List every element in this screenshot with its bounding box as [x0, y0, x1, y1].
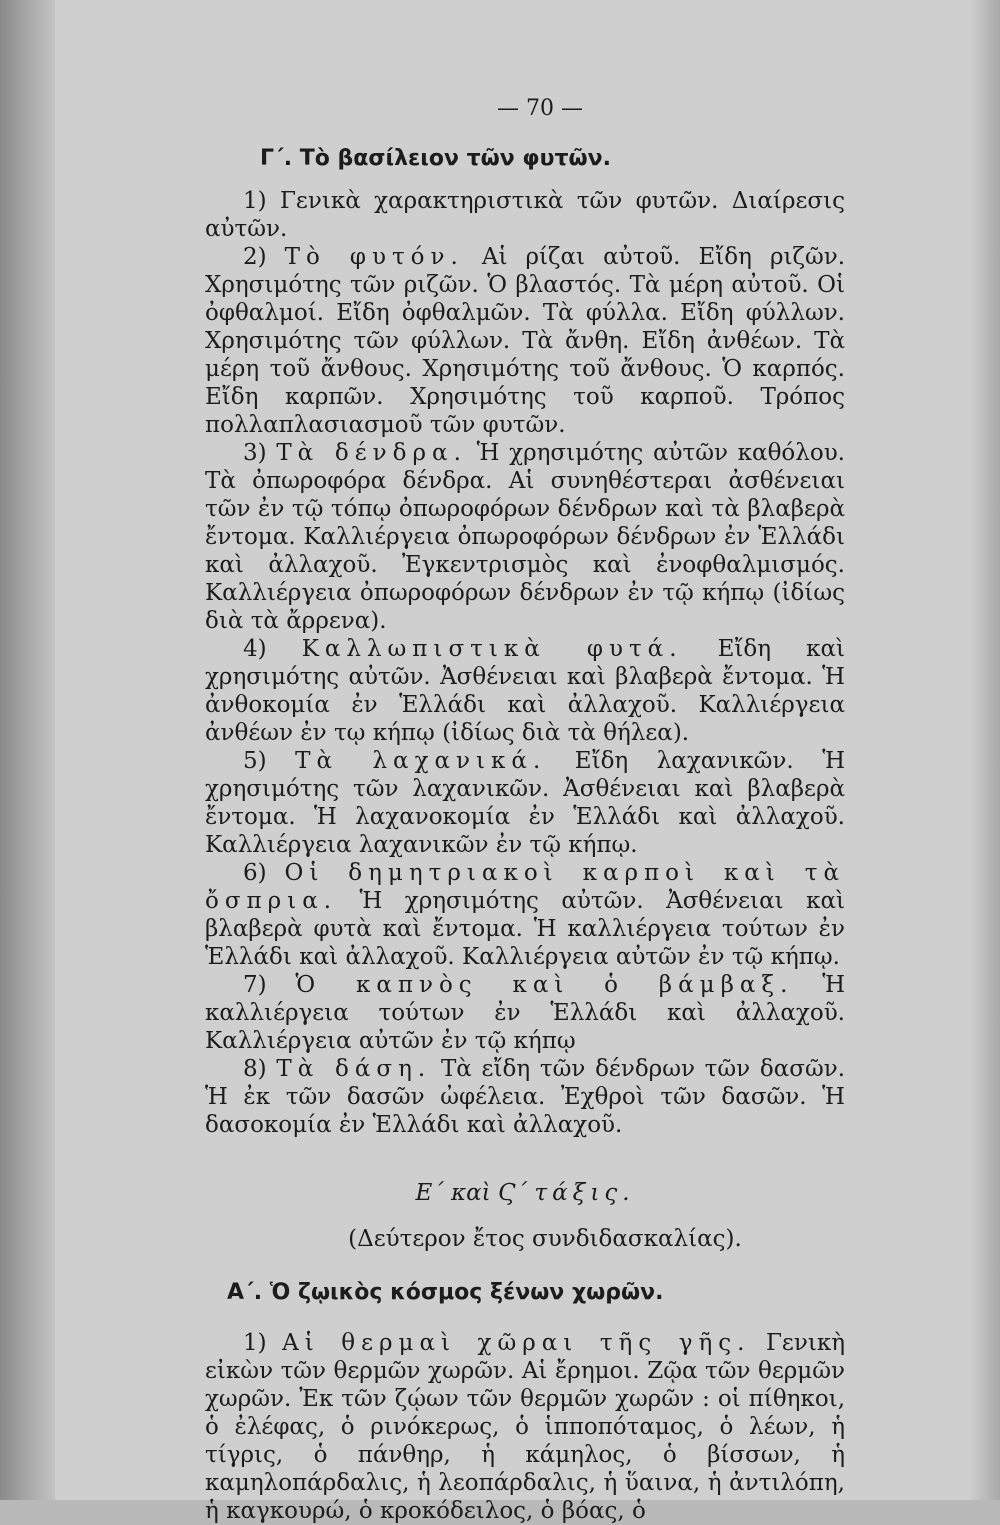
item-number: 2): [243, 244, 267, 270]
item-text: Ἡ χρησιμότης αὐτῶν καθόλου. Τὰ ὀπωροφόρα δένδρα. Αἱ συνηθέστεραι ἀσθένειαι τῶν ἐν τῷ τόπῳ ὀπωροφόρων δένδρων καὶ τὰ βλαβερὰ ἔντομα. Καλλιέργεια ὀπωροφόρων δένδρων ἐν Ἑλλάδι καὶ ἀλλαχοῦ. Ἐγκεντρισμὸς καὶ ἐνοφθαλμισμός. Καλλιέργεια ὀπωροφόρων δένδρων ἐν τῷ κήπῳ (ἰδίως διὰ τὰ ἄρρενα).: [205, 440, 845, 634]
item-text: Γενικὴ εἰκὼν τῶν θερμῶν χωρῶν. Αἱ ἔρημοι. Ζῷα τῶν θερμῶν χωρῶν. Ἐκ τῶν ζῴων τῶν θερμῶν χωρῶν : οἱ πίθηκοι, ὁ ἐλέφας, ὁ ρινόκερως, ὁ ἱπποπόταμος, ὁ λέων, ἡ τίγρις, ὁ πάνθηρ, ἡ κάμηλος, ὁ βίσσων, ἡ καμηλοπάρδαλις, ἡ λεοπάρδαλις, ἡ ὕαινα, ἡ ἀντιλόπη, ἡ καγκουρώ, ὁ κροκόδειλος, ὁ βόας, ὁ: [205, 1330, 845, 1524]
item-text: Αἱ ρίζαι αὐτοῦ. Εἴδη ριζῶν. Χρησιμότης τῶν ριζῶν. Ὁ βλαστός. Τὰ μέρη αὐτοῦ. Οἱ ὀφθαλμοί. Εἴδη ὀφθαλμῶν. Τὰ φύλλα. Εἴδη φύλλων. Χρησιμότης τῶν φύλλων. Τὰ ἄνθη. Εἴδη ἀνθέων. Τὰ μέρη τοῦ ἄνθους. Χρησιμότης τοῦ ἄνθους. Ὁ καρπός. Εἴδη καρπῶν. Χρησιμότης τοῦ καρποῦ. Τρόπος πολλαπλασιασμοῦ τῶν φυτῶν.: [205, 244, 846, 438]
section-subtitle: (Δεύτερον ἔτος συνδιδασκαλίας).: [348, 1226, 742, 1252]
item-number: 5): [243, 748, 267, 774]
list-item: [205, 187, 845, 243]
item-text: Γενικὰ χαρακτηριστικὰ τῶν φυτῶν. Διαίρεσις αὐτῶν.: [205, 188, 845, 242]
item-lead: Οἱ δημητριακοὶ καρποὶ καὶ τὰ ὄσπρια.: [205, 860, 845, 914]
section-title-word: τάξις.: [534, 1180, 635, 1206]
list-item: [205, 747, 845, 859]
item-number: 4): [243, 636, 267, 662]
item-text: Εἴδη καὶ χρησιμότης αὐτῶν. Ἀσθένειαι καὶ βλαβερὰ ἔντομα. Ἡ ἀνθοκομία ἐν Ἑλλάδι καὶ ἀλλαχοῦ. Καλλιέργεια ἀνθέων ἐν τῳ κήπῳ (ἰδίως διὰ τὰ θήλεα).: [205, 636, 846, 746]
item-text: Εἴδη λαχανικῶν. Ἡ χρησιμότης τῶν λαχανικῶν. Ἀσθένειαι καὶ βλαβερὰ ἔντομα. Ἡ λαχανοκομία ἐν Ἑλλάδι καὶ ἀλλαχοῦ. Καλλιέργεια λαχανικῶν ἐν τῷ κήπῳ.: [205, 748, 846, 858]
animal-world-items: [205, 1329, 845, 1525]
item-lead: Αἱ θερμαὶ χῶραι τῆς γῆς.: [282, 1330, 751, 1356]
heading-animal-world: Α΄. Ὁ ζῳικὸς κόσμος ξένων χωρῶν.: [227, 1280, 664, 1305]
list-item: [205, 1055, 845, 1139]
page-number: — 70 —: [497, 96, 583, 121]
item-lead: Καλλωπιστικὰ φυτά.: [301, 636, 683, 662]
list-item: [205, 971, 845, 1055]
item-lead: Τὰ δάση.: [276, 1056, 432, 1082]
item-text: Τὰ εἴδη τῶν δένδρων τῶν δασῶν. Ἡ ἐκ τῶν δασῶν ὠφέλεια. Ἐχθροὶ τῶν δασῶν. Ἡ δασοκομία ἐν Ἑλλάδι καὶ ἀλλαχοῦ.: [205, 1056, 846, 1138]
item-text: Ἡ χρησιμότης αὐτῶν. Ἀσθένειαι καὶ βλαβερὰ φυτὰ καὶ ἔντομα. Ἡ καλλιέργεια τούτων ἐν Ἑλλάδι καὶ ἀλλαχοῦ. Καλλιέργεια αὐτῶν ἐν τῷ κήπῳ.: [205, 888, 845, 970]
heading-plant-kingdom: Γ΄. Τὸ βασίλειον τῶν φυτῶν.: [260, 146, 611, 171]
item-number: 1): [243, 188, 267, 214]
item-lead: Τὰ λαχανικά.: [295, 748, 547, 774]
item-number: 6): [243, 860, 267, 886]
list-item: [205, 439, 845, 635]
item-number: 7): [243, 972, 267, 998]
item-text: Ἡ καλλιέργεια τούτων ἐν Ἑλλάδι καὶ ἀλλαχοῦ. Καλλιέργεια αὐτῶν ἐν τῷ κήπῳ: [205, 972, 846, 1054]
item-lead: Τὸ φυτόν.: [284, 244, 464, 270]
section-title: [205, 1179, 845, 1207]
page-content: [205, 95, 845, 1525]
section-title-prefix: Ε΄ καὶ Ϛ΄: [415, 1180, 528, 1206]
item-lead: Ὁ καπνὸς καὶ ὁ βάμβαξ.: [295, 972, 794, 998]
item-number: 3): [243, 440, 267, 466]
list-item: [205, 1329, 845, 1525]
list-item: [205, 635, 845, 747]
list-item: [205, 243, 845, 439]
item-number: 8): [243, 1056, 267, 1082]
plant-kingdom-items: [205, 187, 845, 1139]
list-item: [205, 859, 845, 971]
item-number: 1): [243, 1330, 267, 1356]
item-lead: Τὰ δένδρα.: [276, 440, 467, 466]
